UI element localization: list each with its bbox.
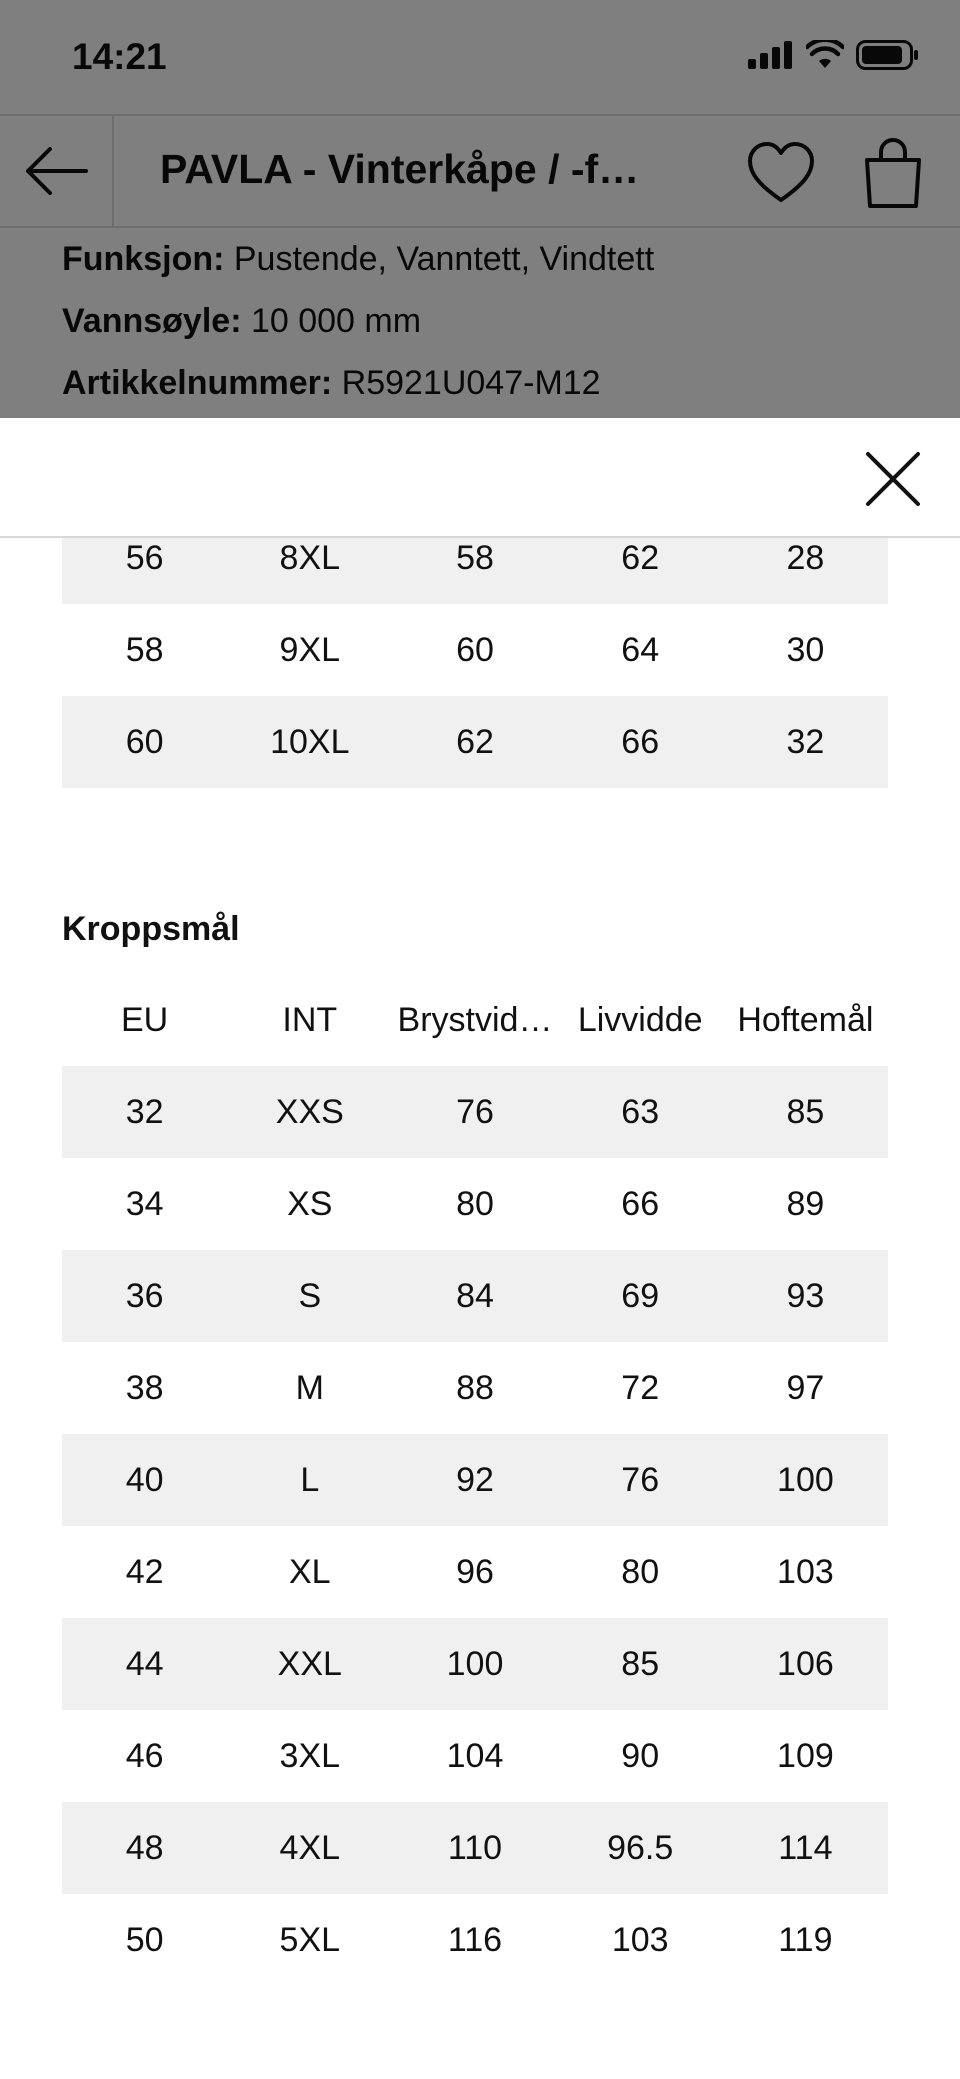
table-cell: 114: [778, 1828, 833, 1867]
table-row: [62, 538, 888, 604]
table-cell: XL: [289, 1552, 331, 1591]
table-row: [62, 1618, 888, 1710]
table-cell: 93: [786, 1276, 825, 1315]
table-cell: 34: [125, 1184, 164, 1223]
table-cell: 36: [125, 1276, 164, 1315]
table-cell: 103: [611, 1920, 669, 1959]
sheet-header: [0, 418, 960, 538]
table-cell: M: [295, 1368, 324, 1407]
table-cell: 97: [786, 1368, 825, 1407]
table-cell: 38: [125, 1368, 164, 1407]
table-cell: 42: [125, 1552, 164, 1591]
table-cell: 109: [777, 1736, 834, 1775]
table-cell: 119: [778, 1920, 833, 1959]
table-cell: 80: [621, 1552, 660, 1591]
table-cell: 60: [456, 630, 494, 669]
table-row: [62, 1250, 888, 1342]
table-cell: 5XL: [279, 1920, 341, 1959]
table-cell: 48: [125, 1828, 164, 1867]
table-cell: 110: [447, 1828, 503, 1867]
table-cell: 3XL: [279, 1736, 341, 1775]
table-cell: XXS: [275, 1092, 344, 1131]
column-header: Brystvid…: [397, 1000, 553, 1039]
column-header: EU: [120, 1000, 169, 1039]
table-cell: 100: [777, 1460, 834, 1499]
table-cell: 104: [446, 1736, 504, 1775]
table-cell: 63: [621, 1092, 660, 1131]
table-cell: 56: [125, 538, 164, 577]
table-cell: 76: [456, 1092, 494, 1131]
table-cell: 80: [456, 1184, 494, 1223]
table-cell: 85: [621, 1644, 660, 1683]
table-row: [62, 1066, 888, 1158]
table-cell: S: [298, 1276, 322, 1315]
close-icon: [862, 448, 924, 510]
table-cell: 40: [125, 1460, 164, 1499]
table-cell: 90: [621, 1736, 660, 1775]
table-cell: 58: [456, 538, 494, 577]
table-cell: 84: [456, 1276, 494, 1315]
table-cell: 103: [777, 1552, 834, 1591]
table-cell: 60: [125, 722, 164, 761]
table-row: [62, 1802, 888, 1894]
table-cell: 96.5: [607, 1828, 674, 1867]
table-cell: 96: [456, 1552, 494, 1591]
close-button[interactable]: [862, 448, 924, 510]
table-cell: 32: [786, 722, 825, 761]
table-cell: 44: [125, 1644, 164, 1683]
size-guide-sheet: [0, 418, 960, 2079]
table-cell: 85: [786, 1092, 825, 1131]
table-cell: 66: [621, 1184, 660, 1223]
table-cell: 32: [125, 1092, 164, 1131]
table-row: [62, 696, 888, 788]
garment-size-table: [62, 538, 888, 788]
table-row: [62, 604, 888, 696]
table-cell: 66: [621, 722, 660, 761]
table-cell: 72: [621, 1368, 660, 1407]
table-cell: 62: [621, 538, 660, 577]
table-cell: 58: [125, 630, 164, 669]
table-cell: 9XL: [279, 630, 341, 669]
table-cell: 116: [447, 1920, 503, 1959]
table-cell: 50: [125, 1920, 164, 1959]
table-cell: 28: [786, 538, 825, 577]
table-cell: XS: [287, 1184, 333, 1223]
table-cell: 30: [786, 630, 825, 669]
table-cell: 89: [786, 1184, 825, 1223]
column-header: Hoftemål: [737, 1000, 874, 1039]
modal-backdrop[interactable]: [0, 0, 960, 418]
table-cell: 8XL: [279, 538, 341, 577]
sheet-content[interactable]: [0, 538, 960, 2079]
table-row: [62, 1710, 888, 1802]
column-header: Livvidde: [577, 1000, 703, 1039]
table-cell: 106: [777, 1644, 834, 1683]
table-cell: 76: [621, 1460, 660, 1499]
body-measurements-title: Kroppsmål: [62, 910, 240, 948]
table-cell: XXL: [277, 1644, 342, 1683]
table-cell: 88: [456, 1368, 494, 1407]
table-cell: 46: [125, 1736, 164, 1775]
table-row: [62, 1158, 888, 1250]
table-cell: 92: [456, 1460, 494, 1499]
table-cell: 64: [621, 630, 660, 669]
table-row: [62, 1342, 888, 1434]
table-cell: 10XL: [270, 722, 350, 761]
column-header: INT: [282, 1000, 338, 1039]
table-header-row: [62, 974, 888, 1066]
table-row: [62, 1434, 888, 1526]
table-cell: 62: [456, 722, 494, 761]
table-cell: 100: [446, 1644, 504, 1683]
table-cell: 4XL: [279, 1828, 341, 1867]
body-table-rows: [62, 1066, 888, 1986]
body-size-table: [62, 974, 888, 1986]
table-cell: L: [300, 1460, 320, 1499]
table-cell: 69: [621, 1276, 660, 1315]
table-row: [62, 1894, 888, 1986]
table-row: [62, 1526, 888, 1618]
product-page-background: [0, 0, 960, 420]
